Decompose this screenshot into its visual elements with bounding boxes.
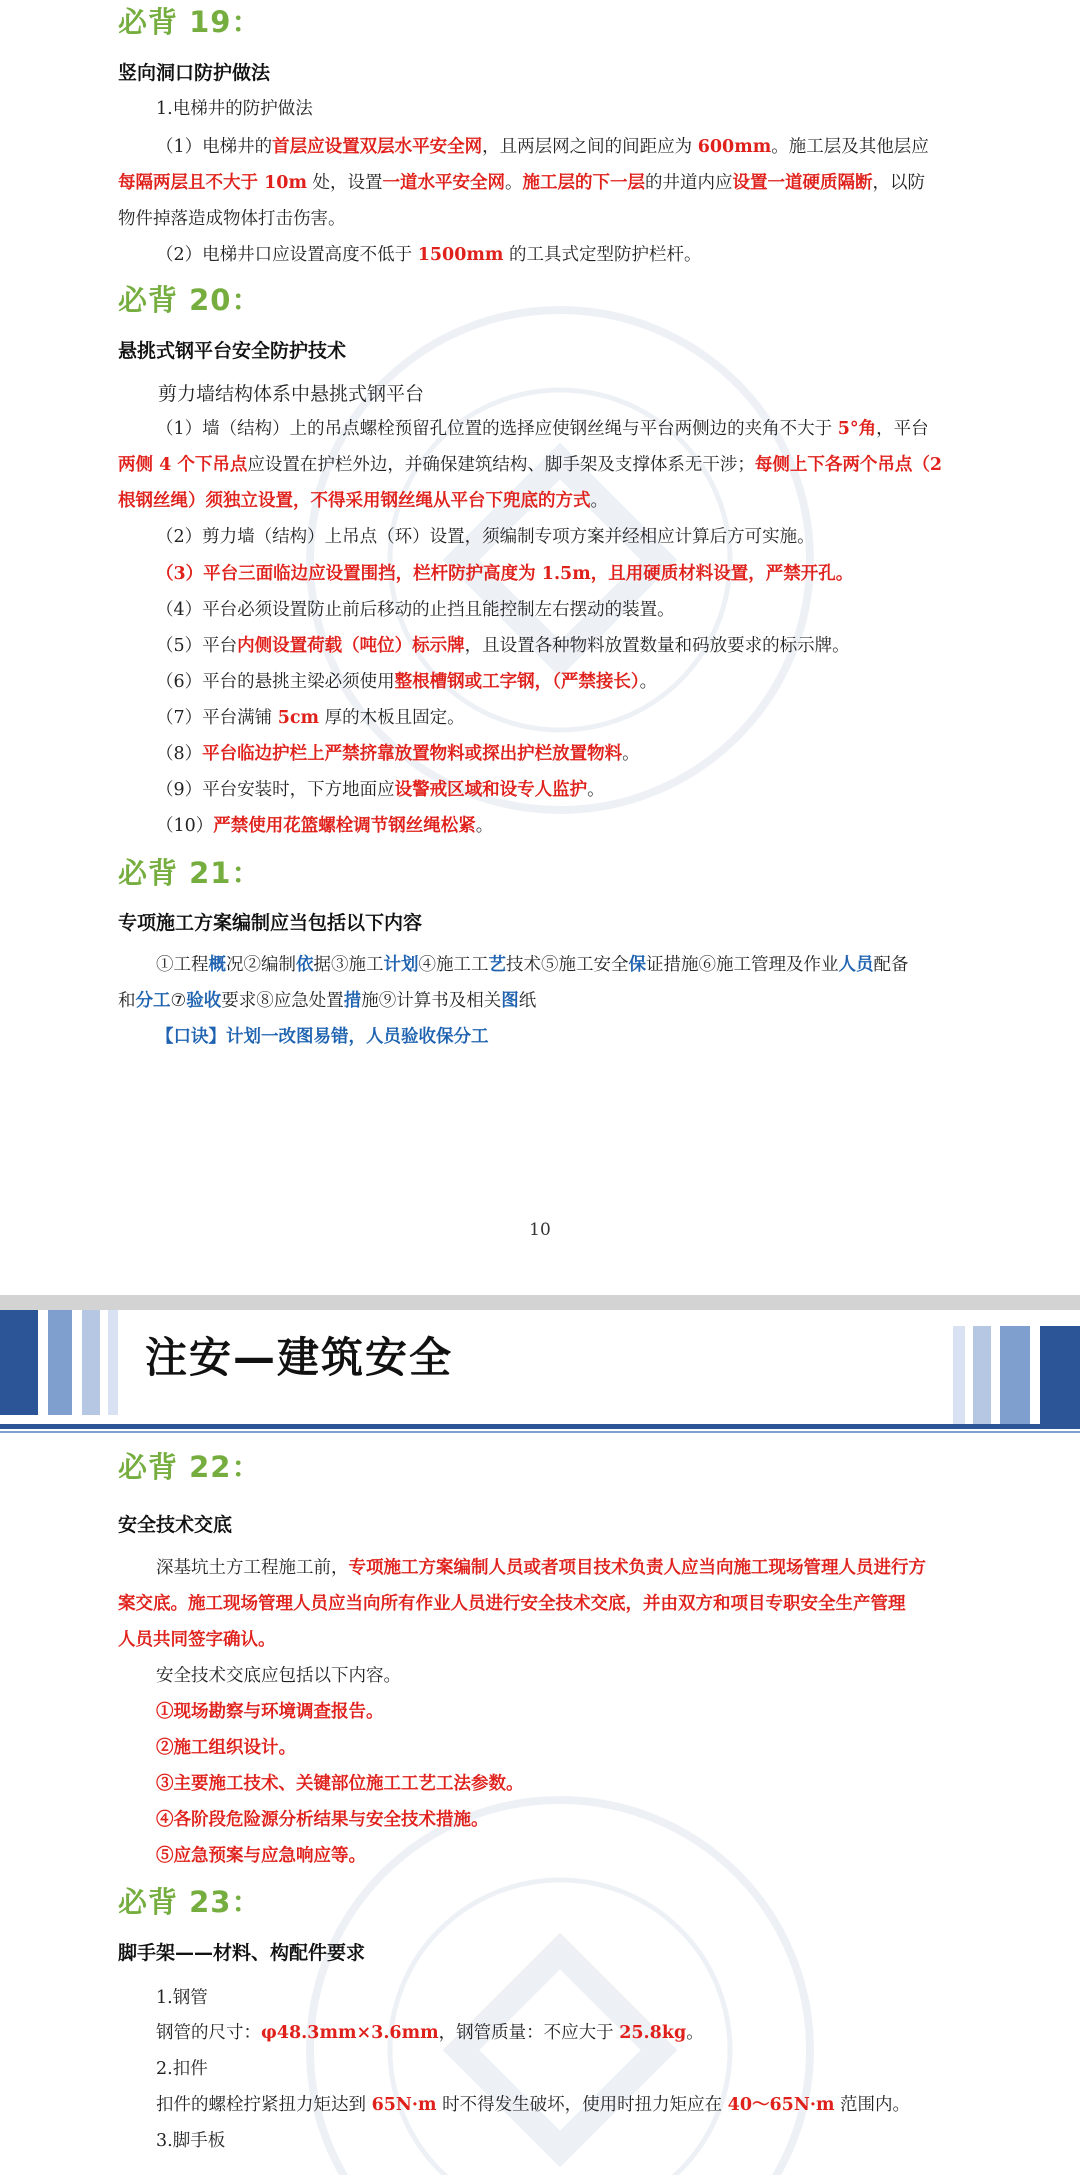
text-segment: 。 [590, 491, 608, 511]
header-bar-right [1040, 1326, 1080, 1424]
text-segment: 厚的木板且固定。 [319, 708, 465, 728]
highlight-red-text: 平台临边护栏上严禁挤靠放置物料或探出护栏放置物料 [202, 744, 623, 764]
text-segment: （1）电梯井的 [156, 137, 273, 157]
section-22-title: 必背 22： [118, 1450, 262, 1484]
s23-line [156, 2092, 910, 2118]
s22-paragraph-line [118, 1627, 276, 1653]
highlight-red-text: 施工层的下一层 [522, 173, 646, 193]
highlight-red-text: 根钢丝绳）须独立设置，不得采用钢丝绳从平台下兜底的方式 [118, 491, 591, 511]
text-segment: 时不得发生破坏，使用时扭力矩应在 [436, 2095, 728, 2115]
highlight-red-text: 设置一道硬质隔断 [732, 173, 873, 193]
s20-item-line [156, 813, 493, 839]
text-segment: 。 [587, 780, 605, 800]
highlight-red-text: 每侧上下各两个吊点（2 [754, 455, 943, 475]
text-segment: 。 [686, 2023, 704, 2043]
section-19-subtitle: 竖向洞口防护做法 [118, 62, 271, 84]
text-segment: 和 [118, 991, 136, 1011]
text-segment: 物件掉落造成物体打击伤害。 [118, 209, 346, 229]
header-bar-left [0, 1310, 38, 1415]
s19-paragraph-line [156, 134, 929, 160]
highlight-blue-text: 计划 [383, 955, 419, 975]
header-bar-right [953, 1326, 965, 1424]
s19-paragraph-line [156, 242, 702, 268]
text-segment: 钢管的尺寸： [156, 2023, 261, 2043]
highlight-red-text: 40～65N·m [727, 2095, 835, 2115]
s20-item-line [156, 633, 850, 659]
text-segment: （4）平台必须设置防止前后移动的止挡且能控制左右摆动的装置。 [156, 600, 675, 620]
text-segment: （1）墙（结构）上的吊点螺栓预留孔位置的选择应使钢丝绳与平台两侧边的夹角不大于 [156, 419, 838, 439]
text-segment: 的井道内应 [645, 173, 733, 193]
s19-paragraph-line [118, 170, 925, 196]
section-20-title: 必背 20： [118, 283, 262, 317]
text-segment: 要求⑧应急处置 [221, 991, 344, 1011]
text-segment: ①工程 [156, 955, 209, 975]
highlight-red-text: 25.8kg [619, 2023, 687, 2043]
text-segment: （8） [156, 744, 203, 764]
highlight-red-text: 一道水平安全网 [382, 173, 506, 193]
highlight-red-text: 5cm [277, 708, 320, 728]
s20-item-line [156, 705, 465, 731]
section-19-intro: 1.电梯井的防护做法 [156, 99, 313, 119]
s23-heading: 3.脚手板 [156, 2131, 226, 2151]
section-22-subtitle: 安全技术交底 [118, 1514, 233, 1536]
text-segment: 。施工层及其他层应 [771, 137, 929, 157]
highlight-blue-text: 概 [208, 955, 226, 975]
text-segment: 。 [475, 816, 494, 836]
highlight-red-text: 首层应设置双层水平安全网 [272, 137, 483, 157]
s20-item-line [156, 524, 815, 550]
text-segment: 。 [639, 672, 658, 692]
s22-list-item: ④各阶段危险源分析结果与安全技术措施。 [156, 1810, 489, 1830]
text-segment: 配备 [873, 955, 909, 975]
highlight-red-text: 两侧 4 个下吊点 [118, 455, 248, 475]
text-segment: 范围内。 [834, 2095, 911, 2115]
header-bar-right [1000, 1326, 1030, 1424]
s20-item-line [156, 561, 853, 587]
text-segment: （2）剪力墙（结构）上吊点（环）设置，须编制专项方案并经相应计算后方可实施。 [156, 527, 815, 547]
page-header-title: 注安—建筑安全 [145, 1333, 454, 1382]
page-separator [0, 1295, 1080, 1310]
s20-item-line [156, 597, 675, 623]
highlight-red-text: 案交底。施工现场管理人员应当向所有作业人员进行安全技术交底，并由双方和项目专职安全生产管理 [118, 1594, 906, 1614]
highlight-blue-text: 分工 [135, 991, 171, 1011]
highlight-red-text: 65N·m [371, 2095, 437, 2115]
section-19-title: 必背 19： [118, 5, 262, 39]
header-rule [0, 1424, 1080, 1429]
section-21-title: 必背 21： [118, 856, 262, 890]
text-segment: ，以防 [872, 173, 926, 193]
text-segment: （7）平台满铺 [156, 708, 278, 728]
highlight-red-text: 严禁使用花篮螺栓调节钢丝绳松紧 [213, 816, 476, 836]
highlight-red-text: 人员共同签字确认。 [118, 1630, 276, 1650]
highlight-red-text: 整根槽钢或工字钢，（严禁接长） [394, 672, 640, 692]
s20-item-line [118, 452, 942, 478]
text-segment: （2）电梯井口应设置高度不低于 [156, 245, 418, 265]
text-segment: 证措施⑥施工管理及作业 [646, 955, 839, 975]
highlight-red-text: 600mm [697, 137, 772, 157]
s22-list-item: ③主要施工技术、关键部位施工工艺工法参数。 [156, 1774, 524, 1794]
s19-paragraph-line [118, 206, 346, 232]
text-segment: 的工具式定型防护栏杆。 [503, 245, 702, 265]
text-segment: 应设置在护栏外边，并确保建筑结构、脚手架及支撑体系无干涉； [247, 455, 755, 475]
text-segment: ，且两层网之间的间距应为 [482, 137, 698, 157]
section-20-subtitle: 悬挑式钢平台安全防护技术 [118, 340, 347, 362]
s20-item-line [156, 669, 657, 695]
text-segment: 处，设置 [306, 173, 383, 193]
highlight-blue-text: 验收 [186, 991, 222, 1011]
s20-item-line [156, 741, 640, 767]
page-number: 10 [529, 1220, 551, 1240]
text-segment: （5）平台 [156, 636, 238, 656]
s20-item-line [118, 488, 608, 514]
text-segment: 施⑨计算书及相关 [361, 991, 502, 1011]
text-segment: 扣件的螺栓拧紧扭力矩达到 [156, 2095, 372, 2115]
text-segment: ，钢管质量：不应大于 [438, 2023, 620, 2043]
text-segment: 纸 [518, 991, 537, 1011]
header-bar-left [108, 1310, 118, 1415]
highlight-red-text: （3）平台三面临边应设置围挡，栏杆防护高度为 1.5m，且用硬质材料设置，严禁开孔。 [156, 564, 854, 584]
text-segment: （6）平台的悬挑主梁必须使用 [156, 672, 395, 692]
s22-paragraph-line [156, 1555, 926, 1581]
text-segment: （10） [156, 816, 214, 836]
s22-intro: 安全技术交底应包括以下内容。 [156, 1666, 401, 1686]
s23-heading: 2.扣件 [156, 2059, 208, 2079]
highlight-blue-text: 【口诀】计划一改图易错，人员验收保分工 [156, 1027, 489, 1047]
text-segment: 据③施工 [313, 955, 384, 975]
highlight-blue-text: 保 [628, 955, 646, 975]
s20-item-line [156, 777, 605, 803]
s23-line [156, 2020, 704, 2046]
header-bar-left [48, 1310, 72, 1415]
text-segment: ④施工工 [418, 955, 489, 975]
highlight-red-text: 5°角 [837, 419, 877, 439]
highlight-blue-text: 依 [296, 955, 314, 975]
section-23-subtitle: 脚手架——材料、构配件要求 [118, 1942, 366, 1964]
header-rule [0, 1431, 1080, 1433]
highlight-red-text: 设警戒区域和设专人监护 [394, 780, 588, 800]
highlight-red-text: 专项施工方案编制人员或者项目技术负责人应当向施工现场管理人员进行方 [348, 1558, 926, 1578]
highlight-blue-text: 人员 [838, 955, 874, 975]
text-segment: 深基坑土方工程施工前， [156, 1558, 349, 1578]
s20-item-line [156, 416, 929, 442]
highlight-blue-text: 艺 [488, 955, 506, 975]
text-segment: 况②编制 [226, 955, 296, 975]
section-20-intro: 剪力墙结构体系中悬挑式钢平台 [158, 383, 425, 405]
s22-paragraph-line [118, 1591, 906, 1617]
s21-content-line [156, 952, 909, 978]
s22-list-item: ①现场勘察与环境调查报告。 [156, 1702, 384, 1722]
text-segment: 。 [505, 173, 523, 193]
highlight-red-text: 1500mm [417, 245, 504, 265]
s22-list-item: ②施工组织设计。 [156, 1738, 296, 1758]
text-segment: ，平台 [876, 419, 929, 439]
section-21-subtitle: 专项施工方案编制应当包括以下内容 [118, 912, 423, 934]
section-23-title: 必背 23： [118, 1885, 262, 1919]
s22-list-item: ⑤应急预案与应急响应等。 [156, 1846, 366, 1866]
text-segment: 。 [622, 744, 640, 764]
s21-content-line [118, 988, 536, 1014]
header-bar-right [973, 1326, 991, 1424]
text-segment: （9）平台安装时，下方地面应 [156, 780, 395, 800]
text-segment: 技术⑤施工安全 [506, 955, 629, 975]
highlight-blue-text: 图 [501, 991, 519, 1011]
header-bar-left [82, 1310, 100, 1415]
text-segment: ⑦ [170, 991, 187, 1011]
s23-heading: 1.钢管 [156, 1988, 208, 2008]
highlight-blue-text: 措 [343, 991, 362, 1011]
highlight-red-text: 每隔两层且不大于 10m [118, 173, 307, 193]
highlight-red-text: φ48.3mm×3.6mm [261, 2023, 439, 2043]
s21-mnemonic [156, 1024, 489, 1050]
highlight-red-text: 内侧设置荷载（吨位）标示牌 [237, 636, 465, 656]
text-segment: ，且设置各种物料放置数量和码放要求的标示牌。 [464, 636, 850, 656]
